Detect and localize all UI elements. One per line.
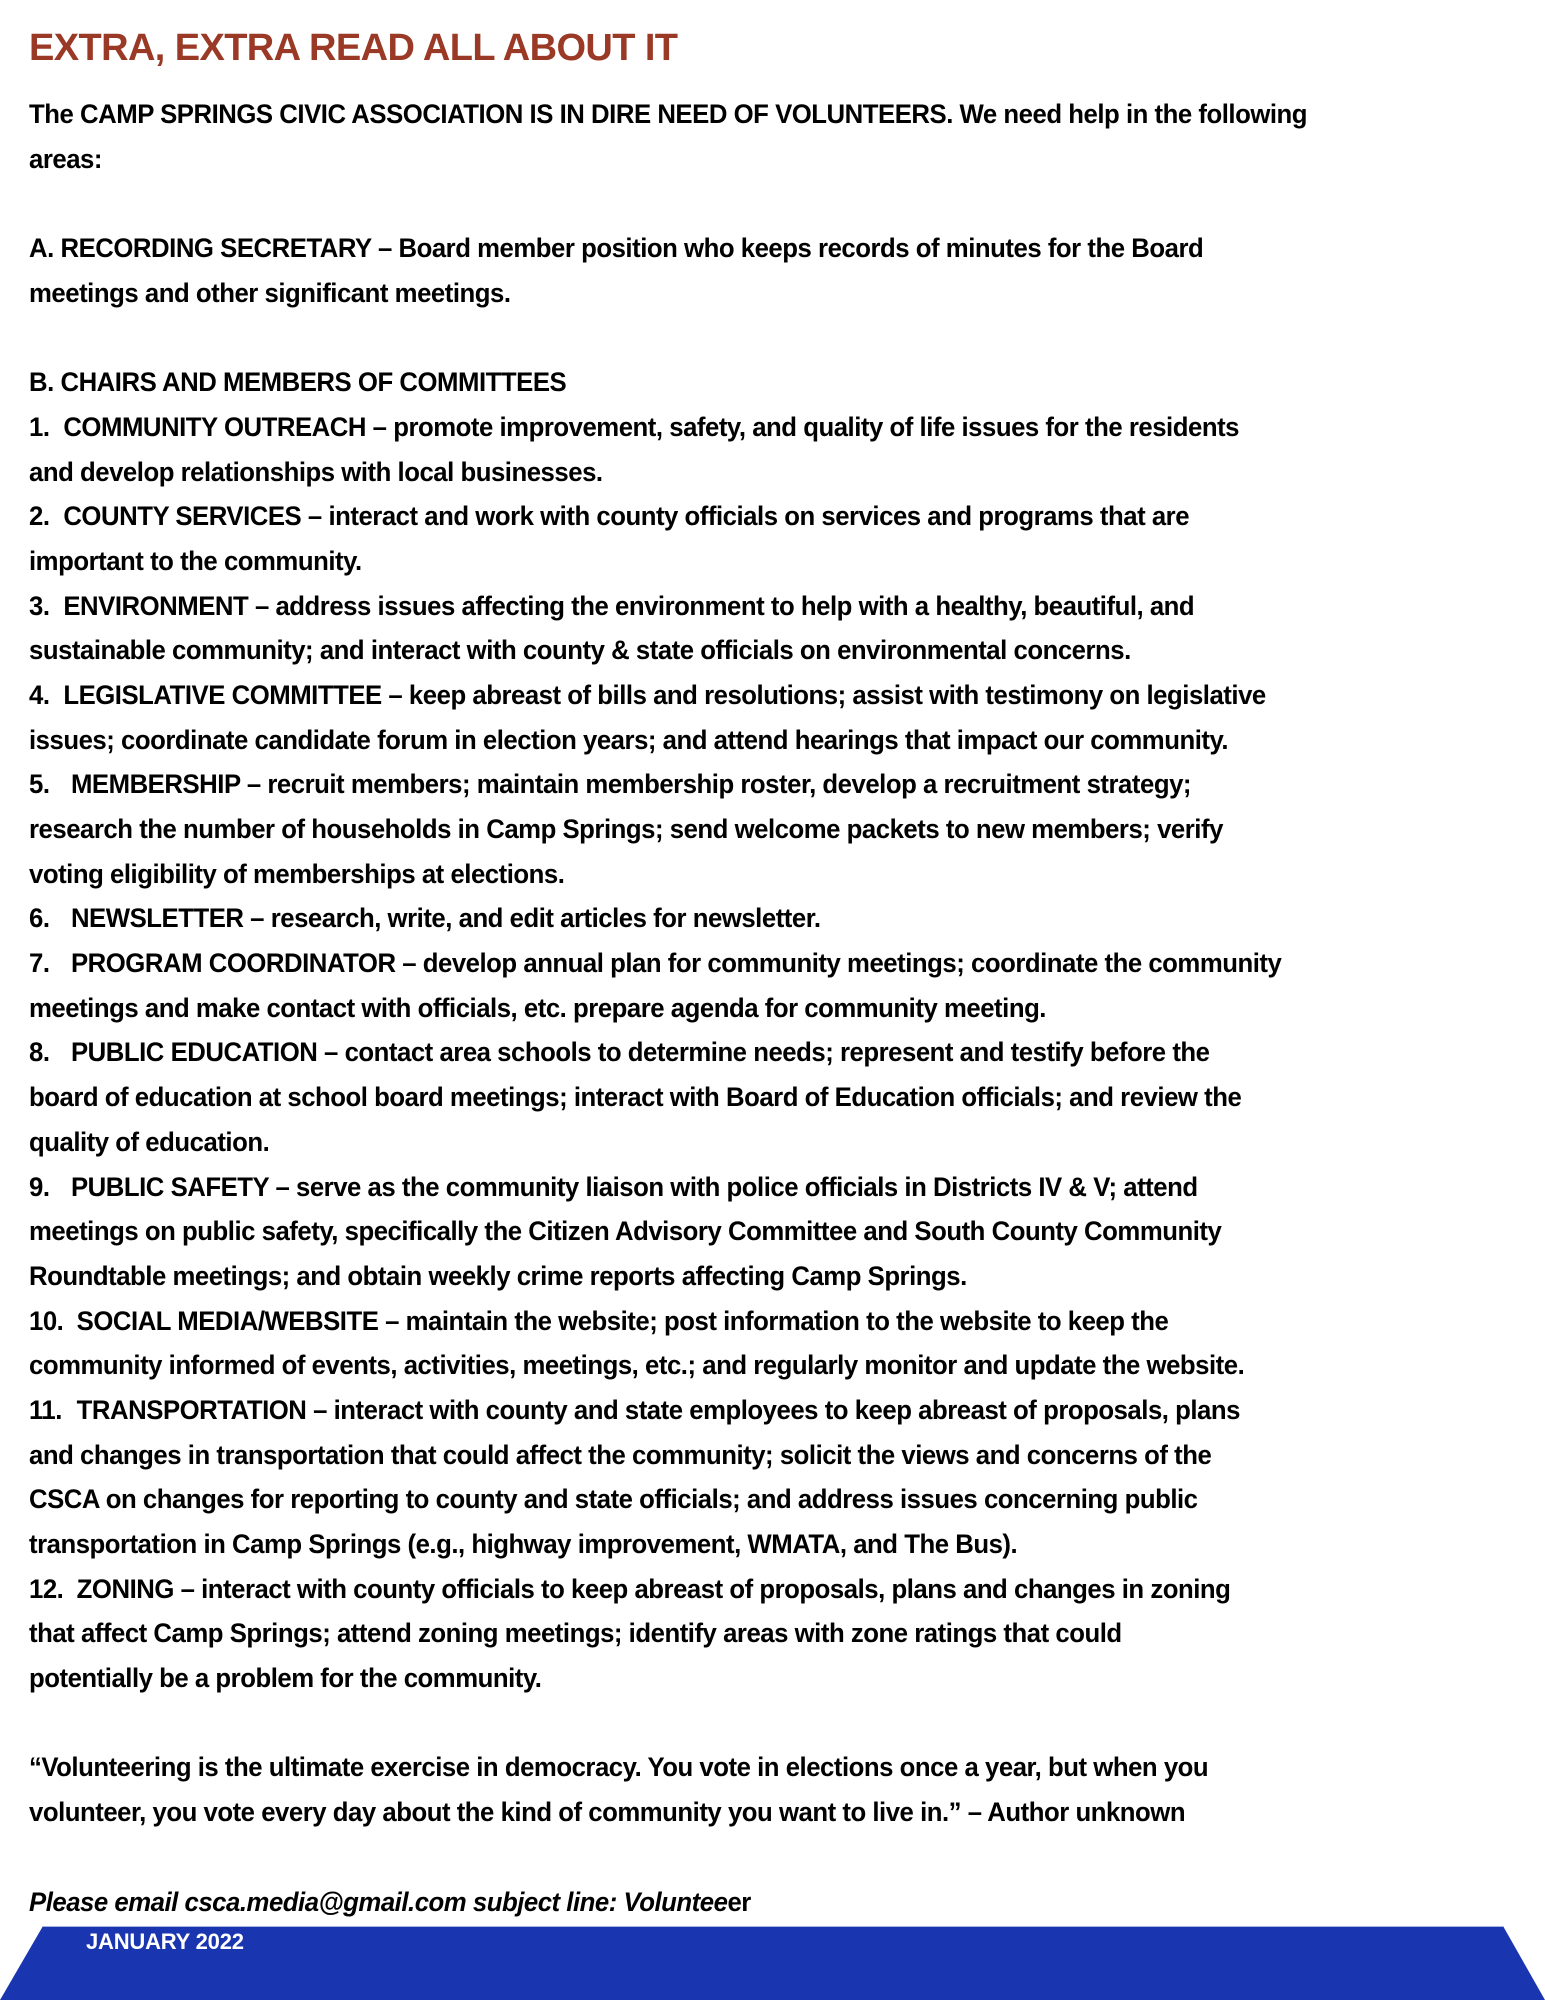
committee-item-line <box>29 1075 1459 1120</box>
committee-description: – recruit members; maintain membership roster, develop a recruitment strategy; <box>240 769 1192 800</box>
committee-number: 2. <box>29 501 50 532</box>
blank-line <box>29 181 1459 226</box>
committee-description: issues; coordinate candidate forum in election years; and attend hearings that impact our community. <box>29 724 1229 755</box>
committee-item-line <box>29 1656 1459 1701</box>
committee-item-line <box>29 896 1459 941</box>
committee-item-line <box>29 1209 1459 1254</box>
committee-item-line <box>29 986 1459 1031</box>
committee-description: – keep abreast of bills and resolutions; assist with testimony on legislative <box>381 679 1266 710</box>
section-a-description: – Board member position who keeps records of minutes for the Board <box>371 233 1204 264</box>
committee-description: CSCA on changes for reporting to county and state officials; and address issues concerning public <box>29 1484 1198 1515</box>
committee-description: – address issues affecting the environment to help with a healthy, beautiful, and <box>248 590 1195 621</box>
committee-description: quality of education. <box>29 1126 270 1157</box>
section-a-label: A. RECORDING SECRETARY <box>29 233 372 264</box>
committee-description: voting eligibility of memberships at elections. <box>29 858 565 889</box>
committee-item-line <box>29 584 1459 629</box>
committee-item-line <box>29 1522 1459 1567</box>
section-b-heading: B. CHAIRS AND MEMBERS OF COMMITTEES <box>29 367 567 398</box>
committee-item-line <box>29 1343 1459 1388</box>
quote-line: volunteer, you vote every day about the kind of community you want to live in.” – Author unknown <box>29 1797 1186 1828</box>
committee-item-line <box>29 1433 1459 1478</box>
committee-number: 5. <box>29 769 50 800</box>
committee-number: 4. <box>29 679 50 710</box>
committee-number: 12. <box>29 1573 64 1604</box>
committee-label: PUBLIC SAFETY <box>70 1171 269 1202</box>
committee-label: SOCIAL MEDIA/WEBSITE <box>76 1305 379 1336</box>
committee-label: PUBLIC EDUCATION <box>70 1037 318 1068</box>
committee-description: – interact with county officials to keep abreast of proposals, plans and changes in zoning <box>173 1573 1231 1604</box>
committee-list <box>29 405 1529 1701</box>
blank-line <box>29 315 1459 360</box>
committee-number: 7. <box>29 948 50 979</box>
committee-item-line <box>29 1030 1459 1075</box>
committee-description: – interact with county and state employees to keep abreast of proposals, plans <box>306 1394 1240 1425</box>
committee-description: transportation in Camp Springs (e.g., highway improvement, WMATA, and The Bus). <box>29 1529 1018 1559</box>
committee-label: COUNTY SERVICES <box>63 501 302 532</box>
committee-description: – contact area schools to determine needs; represent and testify before the <box>317 1037 1210 1068</box>
committee-description: community informed of events, activities, meetings, etc.; and regularly monitor and update the website. <box>29 1350 1245 1381</box>
committee-description: – research, write, and edit articles for newsletter. <box>243 903 821 934</box>
committee-item-line <box>29 1477 1459 1522</box>
committee-description: – interact and work with county officials on services and programs that are <box>301 501 1190 532</box>
committee-item-line <box>29 1120 1459 1165</box>
committee-label: ENVIRONMENT <box>63 590 249 621</box>
committee-description: – promote improvement, safety, and quality of life issues for the residents <box>366 411 1240 442</box>
committee-description: meetings and make contact with officials, etc. prepare agenda for community meeting. <box>29 992 1046 1023</box>
committee-item-line <box>29 762 1459 807</box>
committee-item-line <box>29 673 1459 718</box>
committee-item-line <box>29 852 1459 897</box>
committee-description: – serve as the community liaison with police officials in Districts IV & V; attend <box>268 1171 1198 1202</box>
committee-item-line <box>29 1567 1459 1612</box>
blank-line <box>29 1701 1459 1746</box>
committee-item-line <box>29 1299 1459 1344</box>
committee-description: board of education at school board meetings; interact with Board of Education officials; and review the <box>29 1082 1242 1113</box>
committee-label: NEWSLETTER <box>70 903 244 934</box>
committee-number: 9. <box>29 1171 50 1202</box>
committee-item-line <box>29 450 1459 495</box>
committee-label: TRANSPORTATION <box>76 1394 307 1425</box>
article-body <box>29 92 1529 1924</box>
committee-item-line <box>29 807 1459 852</box>
committee-description: research the number of households in Camp Springs; send welcome packets to new members; verify <box>29 814 1223 844</box>
footer-date: JANUARY 2022 <box>86 1929 244 1954</box>
committee-number: 10. <box>29 1305 64 1336</box>
committee-description: sustainable community; and interact with county & state officials on environmental concerns. <box>29 635 1131 666</box>
quote-line: “Volunteering is the ultimate exercise in democracy. You vote in elections once a year, but when you <box>29 1752 1209 1783</box>
committee-description: Roundtable meetings; and obtain weekly crime reports affecting Camp Springs. <box>29 1260 967 1291</box>
contact-line <box>29 1880 1459 1925</box>
contact-email-text: Please email csca.media@gmail.com subject line: Voluntee <box>29 1886 728 1917</box>
section-a-line <box>29 226 1459 271</box>
committee-description: and changes in transportation that could affect the community; solicit the views and concerns of the <box>29 1439 1212 1470</box>
section-a-line: meetings and other significant meetings. <box>29 277 511 308</box>
blank-line <box>29 1835 1459 1880</box>
committee-item-line <box>29 718 1459 763</box>
committee-label: MEMBERSHIP <box>70 769 241 800</box>
committee-description: – develop annual plan for community meetings; coordinate the community <box>395 948 1282 979</box>
committee-description: and develop relationships with local businesses. <box>29 456 603 487</box>
committee-item-line <box>29 1254 1459 1299</box>
committee-description: potentially be a problem for the community. <box>29 1663 542 1694</box>
committee-description: important to the community. <box>29 545 362 576</box>
committee-number: 11. <box>29 1394 62 1425</box>
committee-number: 6. <box>29 903 50 934</box>
committee-label: PROGRAM COORDINATOR <box>70 948 396 979</box>
committee-item-line <box>29 941 1459 986</box>
contact-email-suffix: er <box>727 1886 751 1917</box>
committee-item-line <box>29 1165 1459 1210</box>
committee-item-line <box>29 1388 1459 1433</box>
committee-label: COMMUNITY OUTREACH <box>63 411 367 442</box>
committee-item-line <box>29 628 1459 673</box>
page-title: EXTRA, EXTRA READ ALL ABOUT IT <box>29 27 678 69</box>
committee-description: that affect Camp Springs; attend zoning meetings; identify areas with zone ratings that could <box>29 1618 1122 1649</box>
committee-label: ZONING <box>76 1573 174 1604</box>
committee-description: – maintain the website; post information to the website to keep the <box>378 1305 1169 1336</box>
committee-number: 1. <box>29 411 50 442</box>
committee-number: 3. <box>29 590 50 621</box>
committee-item-line <box>29 1611 1459 1656</box>
intro-line: The CAMP SPRINGS CIVIC ASSOCIATION IS IN DIRE NEED OF VOLUNTEERS. We need help in the following <box>29 99 1308 129</box>
intro-line: areas: <box>29 143 103 174</box>
committee-label: LEGISLATIVE COMMITTEE <box>63 679 382 710</box>
committee-item-line <box>29 494 1459 539</box>
committee-number: 8. <box>29 1037 50 1068</box>
committee-item-line <box>29 539 1459 584</box>
committee-item-line <box>29 405 1459 450</box>
committee-description: meetings on public safety, specifically the Citizen Advisory Committee and South County Community <box>29 1216 1222 1247</box>
